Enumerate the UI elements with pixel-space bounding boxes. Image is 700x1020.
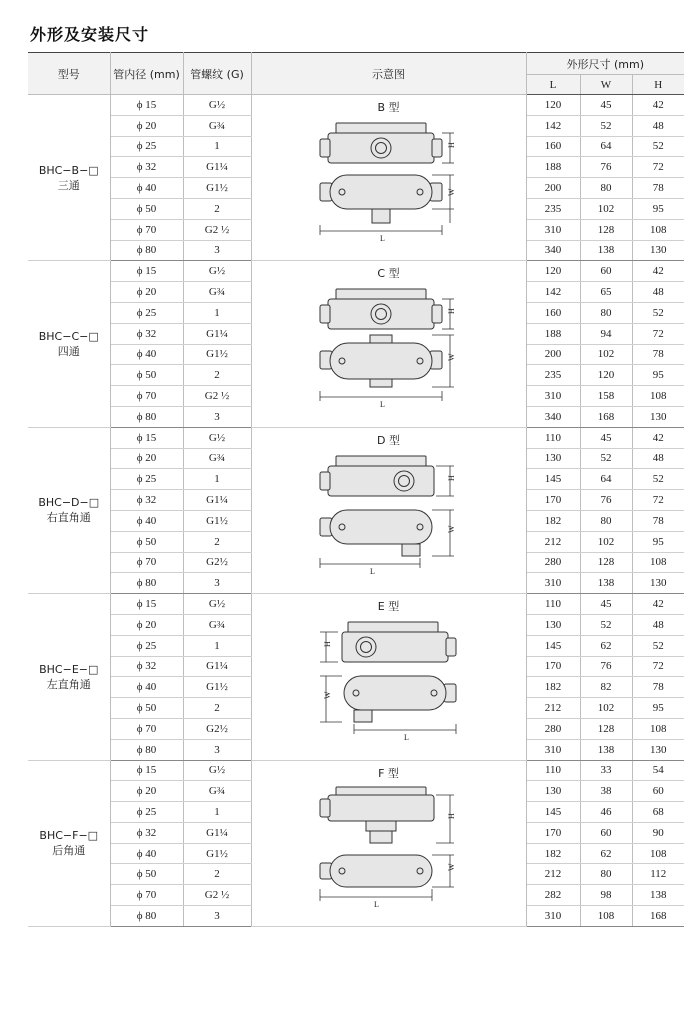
height-cell: 52 <box>632 635 684 656</box>
length-cell: 130 <box>526 448 580 469</box>
diameter-cell: ϕ 70 <box>110 885 183 906</box>
height-cell: 48 <box>632 614 684 635</box>
diameter-cell: ϕ 15 <box>110 261 183 282</box>
thread-cell: G1½ <box>183 843 251 864</box>
thread-cell: G¾ <box>183 448 251 469</box>
width-cell: 80 <box>580 302 632 323</box>
diameter-cell: ϕ 32 <box>110 656 183 677</box>
thread-cell: 3 <box>183 573 251 594</box>
thread-cell: G2 ½ <box>183 885 251 906</box>
diagram-type-label: E 型 <box>377 600 400 614</box>
thread-cell: G1½ <box>183 510 251 531</box>
thread-cell: 3 <box>183 906 251 927</box>
width-cell: 108 <box>580 906 632 927</box>
length-cell: 235 <box>526 198 580 219</box>
thread-cell: G¾ <box>183 781 251 802</box>
thread-cell: G¾ <box>183 115 251 136</box>
thread-cell: G½ <box>183 427 251 448</box>
thread-cell: 1 <box>183 136 251 157</box>
height-cell: 130 <box>632 240 684 261</box>
width-cell: 62 <box>580 635 632 656</box>
diameter-cell: ϕ 20 <box>110 614 183 635</box>
height-cell: 95 <box>632 365 684 386</box>
length-cell: 280 <box>526 718 580 739</box>
height-cell: 95 <box>632 698 684 719</box>
width-cell: 138 <box>580 739 632 760</box>
diagram-type-label: C 型 <box>377 267 400 281</box>
thread-cell: G1¼ <box>183 656 251 677</box>
length-cell: 130 <box>526 614 580 635</box>
thread-cell: 2 <box>183 531 251 552</box>
length-cell: 170 <box>526 822 580 843</box>
length-cell: 160 <box>526 136 580 157</box>
length-cell: 340 <box>526 240 580 261</box>
dim-w-label: W <box>322 691 332 700</box>
thread-cell: G½ <box>183 95 251 116</box>
dim-h-label: H <box>446 308 456 315</box>
length-cell: 142 <box>526 115 580 136</box>
width-cell: 158 <box>580 386 632 407</box>
height-cell: 108 <box>632 552 684 573</box>
length-cell: 120 <box>526 95 580 116</box>
diagram-cell <box>251 427 526 593</box>
diagram-type-label: F 型 <box>378 766 399 780</box>
model-code: BHC−E−□ <box>39 662 99 676</box>
width-cell: 45 <box>580 594 632 615</box>
thread-cell: 2 <box>183 365 251 386</box>
thread-cell: G½ <box>183 594 251 615</box>
thread-cell: 1 <box>183 469 251 490</box>
diameter-cell: ϕ 80 <box>110 240 183 261</box>
diameter-cell: ϕ 32 <box>110 822 183 843</box>
width-cell: 76 <box>580 157 632 178</box>
model-type-name: 左直角通 <box>46 677 91 691</box>
model-cell <box>28 594 110 760</box>
diameter-cell: ϕ 80 <box>110 906 183 927</box>
width-cell: 45 <box>580 95 632 116</box>
diagram-type-label: D 型 <box>377 433 400 447</box>
height-cell: 52 <box>632 136 684 157</box>
width-cell: 38 <box>580 781 632 802</box>
length-cell: 170 <box>526 490 580 511</box>
height-cell: 95 <box>632 531 684 552</box>
dim-l-label: L <box>379 234 385 243</box>
header-l: L <box>526 75 580 95</box>
height-cell: 78 <box>632 178 684 199</box>
length-cell: 110 <box>526 594 580 615</box>
dim-l-label: L <box>369 566 375 576</box>
height-cell: 108 <box>632 718 684 739</box>
thread-cell: G1½ <box>183 178 251 199</box>
thread-cell: G¾ <box>183 614 251 635</box>
diameter-cell: ϕ 25 <box>110 802 183 823</box>
length-cell: 235 <box>526 365 580 386</box>
length-cell: 182 <box>526 510 580 531</box>
model-cell <box>28 760 110 926</box>
thread-cell: G2½ <box>183 552 251 573</box>
height-cell: 54 <box>632 760 684 781</box>
model-cell <box>28 95 110 261</box>
length-cell: 310 <box>526 739 580 760</box>
dim-w-label: W <box>446 525 456 533</box>
diameter-cell: ϕ 40 <box>110 510 183 531</box>
header-diameter: 管内径 (mm) <box>110 53 183 95</box>
width-cell: 138 <box>580 573 632 594</box>
height-cell: 130 <box>632 739 684 760</box>
width-cell: 102 <box>580 198 632 219</box>
thread-cell: 2 <box>183 698 251 719</box>
width-cell: 62 <box>580 843 632 864</box>
thread-cell: 1 <box>183 302 251 323</box>
width-cell: 128 <box>580 718 632 739</box>
thread-cell: 3 <box>183 240 251 261</box>
junction-box-drawing <box>314 783 464 911</box>
diameter-cell: ϕ 32 <box>110 490 183 511</box>
thread-cell: 2 <box>183 198 251 219</box>
width-cell: 80 <box>580 510 632 531</box>
diameter-cell: ϕ 40 <box>110 344 183 365</box>
model-type-name: 后角通 <box>52 844 86 858</box>
diameter-cell: ϕ 25 <box>110 635 183 656</box>
length-cell: 188 <box>526 323 580 344</box>
diagram-cell <box>251 261 526 427</box>
junction-box-drawing <box>314 616 464 744</box>
diameter-cell: ϕ 20 <box>110 282 183 303</box>
thread-cell: G1¼ <box>183 490 251 511</box>
width-cell: 128 <box>580 219 632 240</box>
length-cell: 130 <box>526 781 580 802</box>
dim-w-label: W <box>446 188 456 196</box>
model-code: BHC−C−□ <box>38 330 99 344</box>
length-cell: 310 <box>526 386 580 407</box>
diameter-cell: ϕ 20 <box>110 781 183 802</box>
diameter-cell: ϕ 40 <box>110 178 183 199</box>
diameter-cell: ϕ 15 <box>110 594 183 615</box>
dim-l-label: L <box>373 899 379 909</box>
height-cell: 42 <box>632 427 684 448</box>
height-cell: 138 <box>632 885 684 906</box>
header-model: 型号 <box>28 53 110 95</box>
width-cell: 80 <box>580 178 632 199</box>
junction-box-drawing <box>314 117 464 245</box>
length-cell: 120 <box>526 261 580 282</box>
dim-h-label: H <box>446 812 456 819</box>
height-cell: 130 <box>632 406 684 427</box>
length-cell: 145 <box>526 635 580 656</box>
height-cell: 90 <box>632 822 684 843</box>
length-cell: 182 <box>526 843 580 864</box>
dim-l-label: L <box>379 400 385 410</box>
width-cell: 60 <box>580 261 632 282</box>
height-cell: 48 <box>632 115 684 136</box>
length-cell: 200 <box>526 344 580 365</box>
height-cell: 72 <box>632 323 684 344</box>
thread-cell: G1½ <box>183 677 251 698</box>
width-cell: 76 <box>580 656 632 677</box>
diagram-type-label: B 型 <box>377 101 400 114</box>
height-cell: 168 <box>632 906 684 927</box>
width-cell: 102 <box>580 344 632 365</box>
length-cell: 310 <box>526 219 580 240</box>
thread-cell: G2½ <box>183 718 251 739</box>
length-cell: 282 <box>526 885 580 906</box>
dim-h-label: H <box>322 641 332 648</box>
diameter-cell: ϕ 15 <box>110 95 183 116</box>
thread-cell: G½ <box>183 760 251 781</box>
model-code: BHC−F−□ <box>39 829 99 843</box>
diameter-cell: ϕ 50 <box>110 198 183 219</box>
height-cell: 60 <box>632 781 684 802</box>
header-thread: 管螺纹 (G) <box>183 53 251 95</box>
thread-cell: G1¼ <box>183 157 251 178</box>
thread-cell: G1¼ <box>183 323 251 344</box>
height-cell: 78 <box>632 510 684 531</box>
dim-h-label: H <box>446 474 456 481</box>
table-row <box>28 760 684 781</box>
model-code: BHC−D−□ <box>38 496 100 510</box>
thread-cell: 1 <box>183 802 251 823</box>
length-cell: 145 <box>526 469 580 490</box>
width-cell: 60 <box>580 822 632 843</box>
length-cell: 340 <box>526 406 580 427</box>
diameter-cell: ϕ 20 <box>110 448 183 469</box>
dim-h-label: H <box>446 142 456 148</box>
thread-cell: 1 <box>183 635 251 656</box>
width-cell: 64 <box>580 136 632 157</box>
length-cell: 160 <box>526 302 580 323</box>
thread-cell: 3 <box>183 739 251 760</box>
width-cell: 65 <box>580 282 632 303</box>
length-cell: 280 <box>526 552 580 573</box>
diameter-cell: ϕ 20 <box>110 115 183 136</box>
width-cell: 52 <box>580 614 632 635</box>
width-cell: 46 <box>580 802 632 823</box>
width-cell: 33 <box>580 760 632 781</box>
width-cell: 98 <box>580 885 632 906</box>
length-cell: 200 <box>526 178 580 199</box>
length-cell: 212 <box>526 864 580 885</box>
width-cell: 76 <box>580 490 632 511</box>
diameter-cell: ϕ 70 <box>110 718 183 739</box>
thread-cell: G1¼ <box>183 822 251 843</box>
length-cell: 110 <box>526 427 580 448</box>
diameter-cell: ϕ 70 <box>110 552 183 573</box>
diameter-cell: ϕ 50 <box>110 698 183 719</box>
width-cell: 120 <box>580 365 632 386</box>
diameter-cell: ϕ 32 <box>110 323 183 344</box>
junction-box-drawing <box>314 283 464 411</box>
height-cell: 52 <box>632 302 684 323</box>
width-cell: 52 <box>580 115 632 136</box>
model-code: BHC−B−□ <box>38 163 99 177</box>
diameter-cell: ϕ 25 <box>110 136 183 157</box>
width-cell: 138 <box>580 240 632 261</box>
width-cell: 52 <box>580 448 632 469</box>
diameter-cell: ϕ 80 <box>110 406 183 427</box>
width-cell: 64 <box>580 469 632 490</box>
diameter-cell: ϕ 15 <box>110 427 183 448</box>
width-cell: 102 <box>580 531 632 552</box>
height-cell: 112 <box>632 864 684 885</box>
height-cell: 42 <box>632 95 684 116</box>
height-cell: 108 <box>632 219 684 240</box>
length-cell: 310 <box>526 573 580 594</box>
model-type-name: 四通 <box>57 345 80 359</box>
height-cell: 42 <box>632 594 684 615</box>
diameter-cell: ϕ 40 <box>110 677 183 698</box>
height-cell: 78 <box>632 344 684 365</box>
length-cell: 188 <box>526 157 580 178</box>
diameter-cell: ϕ 25 <box>110 469 183 490</box>
diameter-cell: ϕ 70 <box>110 386 183 407</box>
height-cell: 48 <box>632 448 684 469</box>
width-cell: 45 <box>580 427 632 448</box>
height-cell: 108 <box>632 843 684 864</box>
height-cell: 95 <box>632 198 684 219</box>
thread-cell: G¾ <box>183 282 251 303</box>
height-cell: 52 <box>632 469 684 490</box>
length-cell: 212 <box>526 531 580 552</box>
thread-cell: G1½ <box>183 344 251 365</box>
thread-cell: G½ <box>183 261 251 282</box>
height-cell: 72 <box>632 157 684 178</box>
height-cell: 108 <box>632 386 684 407</box>
diameter-cell: ϕ 80 <box>110 739 183 760</box>
dimension-table <box>28 52 684 927</box>
dim-w-label: W <box>446 353 456 362</box>
height-cell: 130 <box>632 573 684 594</box>
header-w: W <box>580 75 632 95</box>
thread-cell: 3 <box>183 406 251 427</box>
diameter-cell: ϕ 25 <box>110 302 183 323</box>
width-cell: 102 <box>580 698 632 719</box>
table-row <box>28 427 684 448</box>
width-cell: 94 <box>580 323 632 344</box>
header-diagram: 示意图 <box>251 53 526 95</box>
height-cell: 42 <box>632 261 684 282</box>
page-title: 外形及安装尺寸 <box>30 25 150 44</box>
model-cell <box>28 261 110 427</box>
dim-l-label: L <box>403 733 409 743</box>
height-cell: 48 <box>632 282 684 303</box>
diagram-cell <box>251 760 526 926</box>
diameter-cell: ϕ 40 <box>110 843 183 864</box>
table-row <box>28 95 684 116</box>
thread-cell: G2 ½ <box>183 219 251 240</box>
length-cell: 110 <box>526 760 580 781</box>
model-type-name: 三通 <box>57 178 80 192</box>
diameter-cell: ϕ 50 <box>110 365 183 386</box>
length-cell: 142 <box>526 282 580 303</box>
diameter-cell: ϕ 50 <box>110 531 183 552</box>
header-dimensions: 外形尺寸 (mm) <box>526 53 684 75</box>
dim-w-label: W <box>446 862 456 871</box>
model-type-name: 右直角通 <box>46 511 91 525</box>
length-cell: 145 <box>526 802 580 823</box>
length-cell: 182 <box>526 677 580 698</box>
table-row <box>28 261 684 282</box>
height-cell: 68 <box>632 802 684 823</box>
length-cell: 170 <box>526 656 580 677</box>
diameter-cell: ϕ 80 <box>110 573 183 594</box>
model-cell <box>28 427 110 593</box>
thread-cell: 2 <box>183 864 251 885</box>
length-cell: 212 <box>526 698 580 719</box>
width-cell: 82 <box>580 677 632 698</box>
diameter-cell: ϕ 32 <box>110 157 183 178</box>
length-cell: 310 <box>526 906 580 927</box>
height-cell: 72 <box>632 656 684 677</box>
height-cell: 72 <box>632 490 684 511</box>
table-row <box>28 594 684 615</box>
diameter-cell: ϕ 15 <box>110 760 183 781</box>
height-cell: 78 <box>632 677 684 698</box>
thread-cell: G2 ½ <box>183 386 251 407</box>
header-h: H <box>632 75 684 95</box>
width-cell: 80 <box>580 864 632 885</box>
diameter-cell: ϕ 70 <box>110 219 183 240</box>
junction-box-drawing <box>314 450 464 578</box>
diagram-cell <box>251 95 526 261</box>
diameter-cell: ϕ 50 <box>110 864 183 885</box>
width-cell: 168 <box>580 406 632 427</box>
diagram-cell <box>251 594 526 760</box>
width-cell: 128 <box>580 552 632 573</box>
